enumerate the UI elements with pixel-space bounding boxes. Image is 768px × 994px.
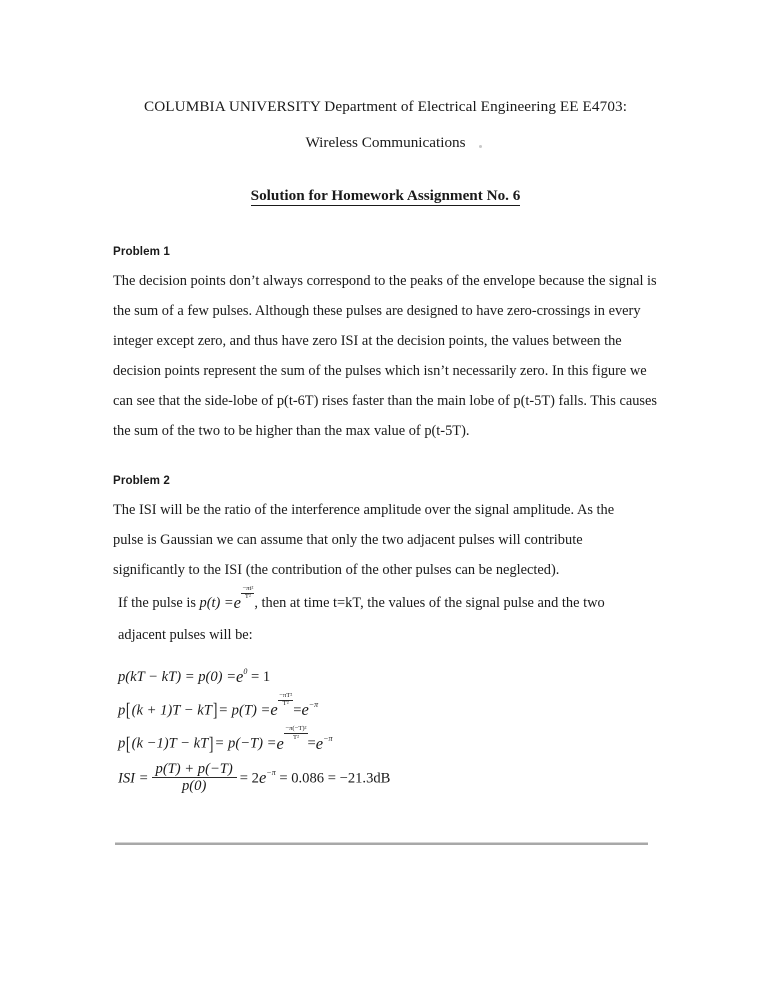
eq3-lhs-tail: = p(−T) = xyxy=(214,735,277,752)
problem-1-line: can see that the side-lobe of p(t-6T) rises faster than the main lobe of p(t-5T) falls. This causes xyxy=(113,393,657,409)
eq2-lhs-body: (k + 1)T − kT xyxy=(131,702,212,719)
eq3-exponent-numerator: −π(−T)² xyxy=(284,726,307,734)
footer-divider-rule xyxy=(115,842,648,845)
problem-2-section xyxy=(113,474,665,585)
eq2-base: e xyxy=(270,700,278,720)
pulse-definition-paragraph xyxy=(118,586,663,651)
problem-1-body xyxy=(113,266,665,446)
equation-block xyxy=(118,668,658,806)
pulse-symbol: p(t) = xyxy=(199,595,234,611)
eq4-result: = 0.086 = −21.3dB xyxy=(279,769,391,786)
eq1-rhs: = 1 xyxy=(251,669,271,685)
problem-1-line: the sum of a few pulses. Although these pulses are designed to have zero-crossings in every xyxy=(113,303,641,319)
equation-p-minus-T xyxy=(118,725,658,755)
eq3-equals: = xyxy=(307,735,316,752)
problem-1-heading: Problem 1 xyxy=(113,245,170,258)
eq3-left-bracket: [ xyxy=(126,733,131,755)
problem-1-line: integer except zero, and thus have zero ISI at the decision points, the values between the xyxy=(113,333,622,349)
pulse-exponent-numerator: −πt² xyxy=(241,586,254,594)
equation-isi xyxy=(118,760,658,795)
header-course-line-wrap xyxy=(305,134,465,152)
eq2-lhs-tail: = p(T) = xyxy=(218,702,271,719)
eq4-fraction xyxy=(152,762,237,794)
header-institution-line: COLUMBIA UNIVERSITY Department of Electrical Engineering EE E4703: xyxy=(143,98,628,115)
eq4-base: e xyxy=(258,767,267,787)
eq2-exponent-2: −π xyxy=(308,700,319,710)
eq4-exponent: −π xyxy=(266,768,276,778)
pulse-trailing-text: , then at time t=kT, the values of the signal pulse and the two xyxy=(254,595,605,611)
eq3-lhs-body: (k −1)T − kT xyxy=(131,735,209,752)
eq2-exponent-numerator: −πT² xyxy=(278,693,293,701)
problem-1-line: The decision points don’t always correspond to the peaks of the envelope because the signal is xyxy=(113,273,657,289)
eq2-exponent-denominator: T² xyxy=(282,700,289,708)
problem-2-body xyxy=(113,495,665,585)
eq2-left-bracket: [ xyxy=(126,700,131,722)
eq4-fraction-numerator: p(T) + p(−T) xyxy=(152,762,237,779)
eq2-exponent-fraction xyxy=(278,693,293,708)
eq3-exponent-denominator: T² xyxy=(292,733,299,741)
eq4-fraction-denominator: p(0) xyxy=(181,778,207,795)
eq3-base: e xyxy=(276,733,284,753)
scan-artifact-speck xyxy=(479,145,482,148)
eq3-exponent-2: −π xyxy=(323,733,333,743)
pulse-exponent-denominator: T² xyxy=(244,593,251,601)
assignment-title xyxy=(113,187,658,205)
equation-p-zero xyxy=(118,668,658,685)
eq2-base-2: e xyxy=(301,700,309,720)
eq3-base-2: e xyxy=(315,733,324,753)
eq1-lhs: p(kT − kT) = p(0) = xyxy=(118,669,237,685)
problem-2-line: pulse is Gaussian we can assume that only the two adjacent pulses will contribute xyxy=(113,532,583,548)
pulse-lead-text: If the pulse is xyxy=(118,595,196,611)
problem-1-line: the sum of the two to be higher than the max value of p(t-5T). xyxy=(113,423,470,439)
problem-1-line: decision points represent the sum of the pulses which isn’t necessarily zero. In this figure we xyxy=(113,363,647,379)
document-header xyxy=(113,98,658,152)
eq1-base: e xyxy=(236,667,244,686)
problem-2-line: significantly to the ISI (the contribution of the other pulses can be neglected). xyxy=(113,562,560,578)
problem-2-heading: Problem 2 xyxy=(113,474,170,487)
equation-p-plus-T xyxy=(118,691,658,722)
eq2-lhs-open: p xyxy=(118,702,126,719)
problem-2-line: The ISI will be the ratio of the interference amplitude over the signal amplitude. As the xyxy=(113,502,615,518)
pulse-definition-line-2: adjacent pulses will be: xyxy=(118,627,253,643)
eq3-exponent-fraction xyxy=(284,726,307,741)
eq4-equals-1: = 2 xyxy=(239,769,259,786)
assignment-title-text: Solution for Homework Assignment No. 6 xyxy=(250,187,521,204)
pulse-exponent-fraction xyxy=(241,586,254,601)
eq3-lhs-open: p xyxy=(118,735,126,752)
eq2-right-bracket: ] xyxy=(212,700,218,722)
eq2-equals: = xyxy=(293,702,302,719)
eq1-exponent: 0 xyxy=(243,667,248,677)
pulse-definition-line-1 xyxy=(118,586,663,619)
problem-1-section xyxy=(113,245,665,446)
pulse-exponential-base: e xyxy=(233,593,241,612)
eq3-right-bracket: ] xyxy=(209,733,214,755)
header-course-line: Wireless Communications xyxy=(305,134,466,152)
eq4-lhs: ISI = xyxy=(118,769,149,786)
